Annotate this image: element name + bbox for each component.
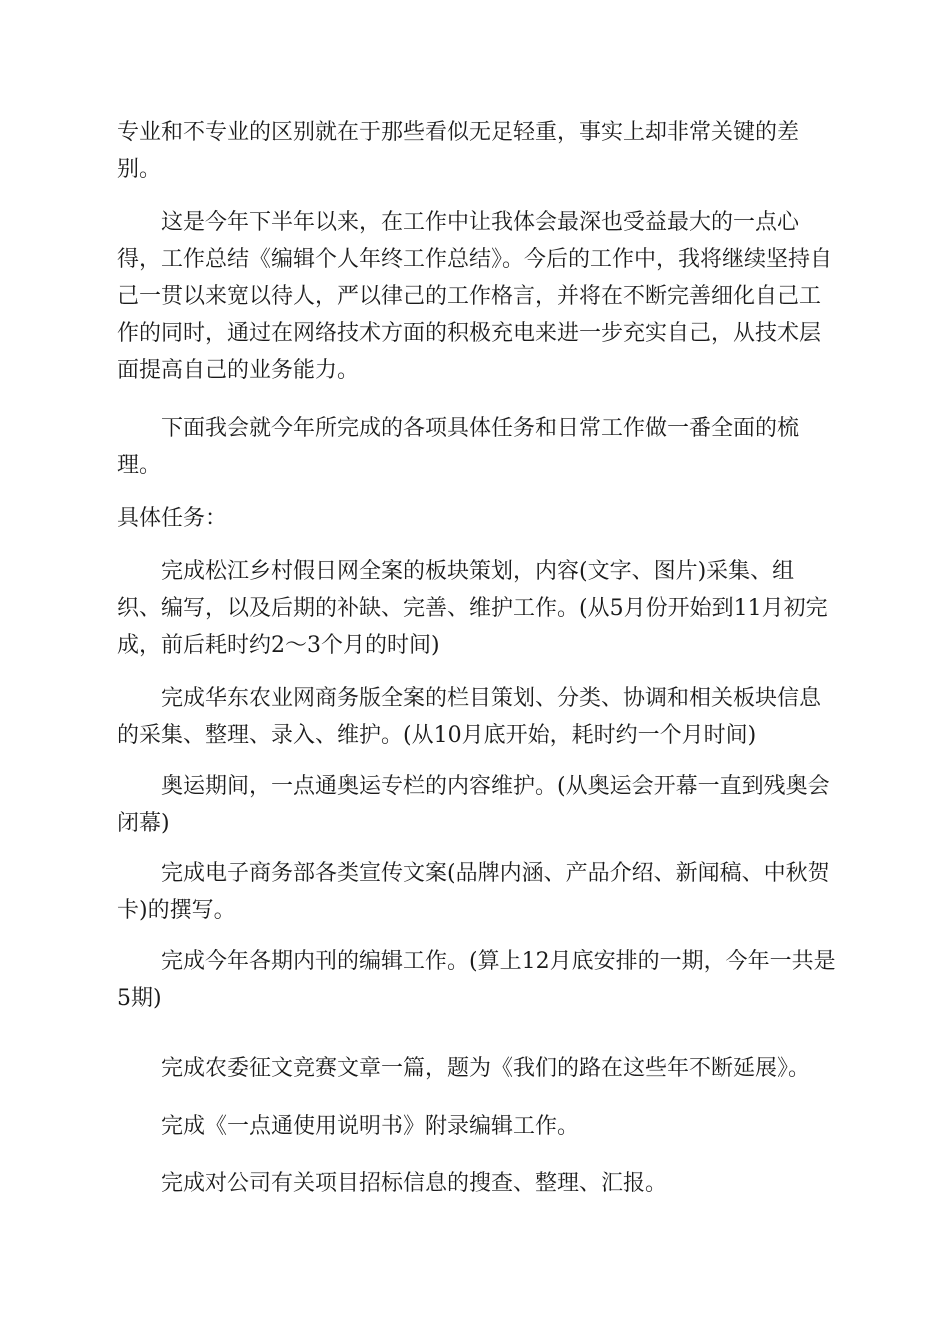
task-item-internal-journal: 完成今年各期内刊的编辑工作。(算上12月底安排的一期，今年一共是5期): [117, 949, 836, 1011]
section-heading-tasks: 具体任务：: [117, 506, 228, 531]
task-item-olympics: 奥运期间，一点通奥运专栏的内容维护。(从奥运会开幕一直到残奥会闭幕): [117, 774, 830, 836]
task-item-manual-appendix: 完成《一点通使用说明书》附录编辑工作。: [161, 1114, 580, 1139]
task-item-bidding-info: 完成对公司有关项目招标信息的搜查、整理、汇报。: [161, 1171, 668, 1196]
paragraph-overview-intro: 下面我会就今年所完成的各项具体任务和日常工作做一番全面的梳理。: [117, 416, 800, 478]
task-item-copywriting: 完成电子商务部各类宣传文案(品牌内涵、产品介绍、新闻稿、中秋贺卡)的撰写。: [117, 861, 830, 923]
paragraph-professional-difference: 专业和不专业的区别就在于那些看似无足轻重，事实上却非常关键的差别。: [117, 120, 800, 182]
task-item-huadong: 完成华东农业网商务版全案的栏目策划、分类、协调和相关板块信息的采集、整理、录入、维护。(从10月底开始，耗时约一个月时间): [117, 686, 822, 748]
paragraph-experience-summary: 这是今年下半年以来，在工作中让我体会最深也受益最大的一点心得，工作总结《编辑个人年终工作总结》。今后的工作中，我将继续坚持自己一贯以来宽以待人，严以律己的工作格言，并将在不断完善细化自己工作的同时，通过在网络技术方面的积极充电来进一步充实自己，从技术层面提高自己的业务能力。: [117, 210, 833, 383]
task-item-songjiang: 完成松江乡村假日网全案的板块策划，内容(文字、图片)采集、组织、编写，以及后期的补缺、完善、维护工作。(从5月份开始到11月初完成，前后耗时约2～3个月的时间): [117, 559, 828, 658]
task-item-essay: 完成农委征文竞赛文章一篇，题为《我们的路在这些年不断延展》。: [161, 1056, 811, 1081]
